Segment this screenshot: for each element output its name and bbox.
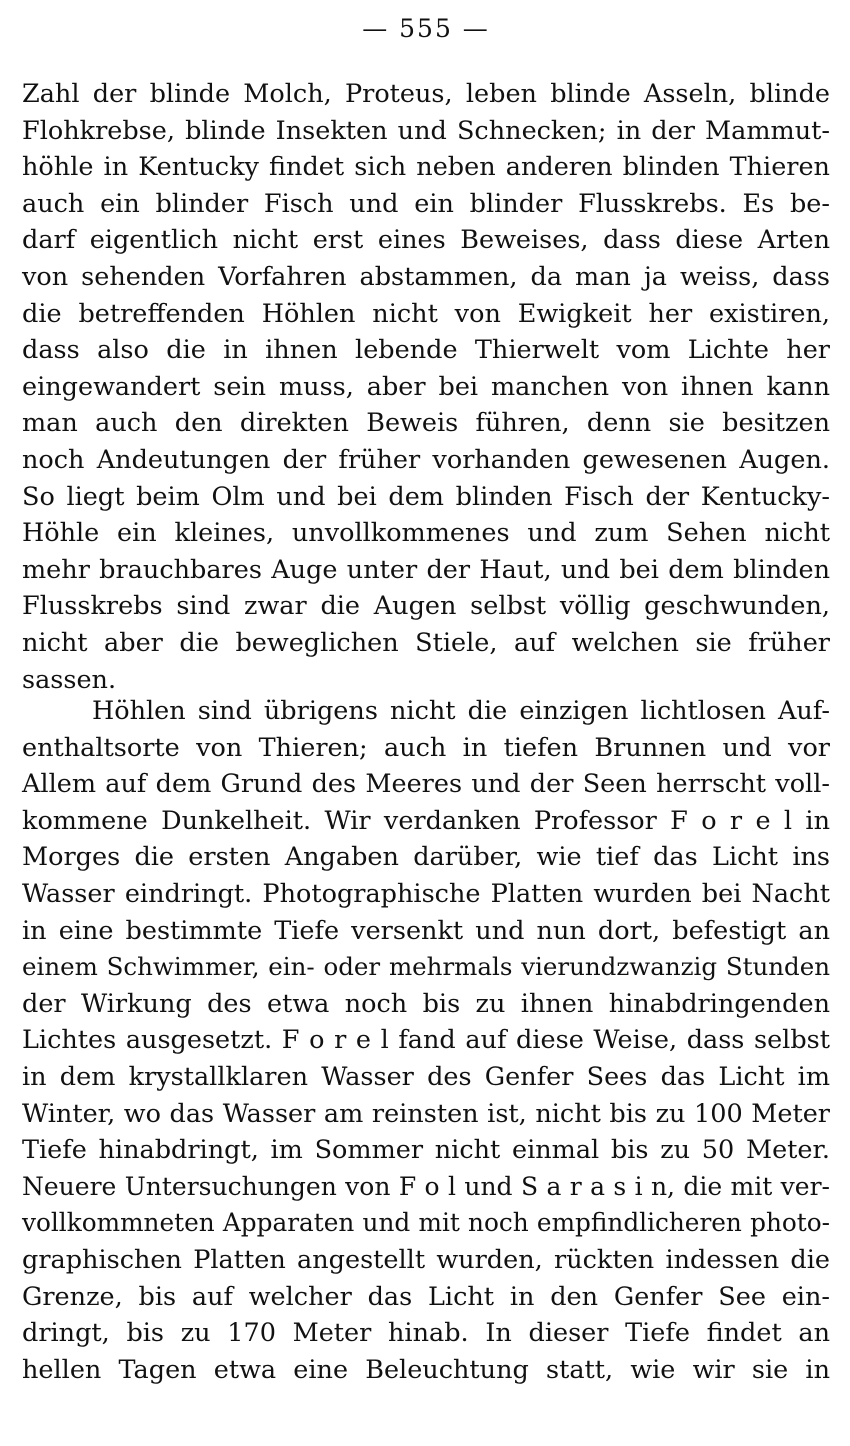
text-line: noch Andeutungen der früher vorhanden gewesenen Augen. [22,444,830,475]
text-line: von sehenden Vorfahren abstammen, da man ja weiss, dass [22,261,830,292]
book-page [22,0,830,1446]
text-line: enthaltsorte von Thieren; auch in tiefen Brunnen und vor [22,732,830,763]
text-line: Tiefe hinabdringt, im Sommer nicht einmal bis zu 50 Meter. [22,1135,830,1166]
paragraph [22,693,830,1388]
text-line: vollkommneten Apparaten und mit noch empfindlicheren photo- [22,1208,830,1238]
text-line: Höhle ein kleines, unvollkommenes und zum Sehen nicht [22,518,830,549]
text-line: nicht aber die beweglichen Stiele, auf welchen sie früher [22,627,830,658]
text-line: So liegt beim Olm und bei dem blinden Fisch der Kentucky- [22,481,830,512]
text-line: auch ein blinder Fisch und ein blinder Flusskrebs. Es be- [22,188,830,219]
text-line: Winter, wo das Wasser am reinsten ist, nicht bis zu 100 Meter [22,1098,830,1129]
text-line: höhle in Kentucky findet sich neben anderen blinden Thieren [22,152,830,183]
text-line: einem Schwimmer, ein- oder mehrmals vierundzwanzig Stunden [22,952,830,982]
text-line: in eine bestimmte Tiefe versenkt und nun dort, befestigt an [22,915,830,946]
text-line: Morges die ersten Angaben darüber, wie tief das Licht ins [22,842,830,873]
text-line: Flusskrebs sind zwar die Augen selbst völlig geschwunden, [22,591,830,622]
text-line: sassen. [22,664,117,695]
text-line: darf eigentlich nicht erst eines Beweises, dass diese Arten [22,225,830,256]
text-line: in dem krystallklaren Wasser des Genfer Sees das Licht im [22,1061,830,1092]
text-line: Wasser eindringt. Photographische Platten wurden bei Nacht [22,878,830,909]
text-line: hellen Tagen etwa eine Beleuchtung statt, wie wir sie in [22,1354,830,1385]
page-number: — 555 — [362,14,490,43]
text-line: Neuere Untersuchungen von F o l und S a r a s i n, die mit ver- [22,1171,830,1201]
text-line: man auch den direkten Beweis führen, denn sie besitzen [22,408,830,439]
text-line: die betreffenden Höhlen nicht von Ewigkeit her existiren, [22,298,830,329]
text-line: Flohkrebse, blinde Insekten und Schnecken; in der Mammut- [22,115,830,146]
text-line: der Wirkung des etwa noch bis zu ihnen hinabdringenden [22,988,830,1019]
text-line: dass also die in ihnen lebende Thierwelt vom Lichte her [22,335,830,366]
text-line: Zahl der blinde Molch, Proteus, leben blinde Asseln, blinde [22,79,830,109]
text-line: eingewandert sein muss, aber bei manchen von ihnen kann [22,371,830,402]
text-line: Höhlen sind übrigens nicht die einzigen lichtlosen Auf- [92,696,830,726]
text-line: Lichtes ausgesetzt. F o r e l fand auf diese Weise, dass selbst [22,1025,830,1056]
text-line: Allem auf dem Grund des Meeres und der Seen herrscht voll- [22,769,830,800]
paragraph [22,76,830,698]
text-line: Grenze, bis auf welcher das Licht in den Genfer See ein- [22,1281,830,1312]
text-line: dringt, bis zu 170 Meter hinab. In dieser Tiefe findet an [22,1318,830,1349]
text-line: graphischen Platten angestellt wurden, rückten indessen die [22,1244,830,1275]
text-line: mehr brauchbares Auge unter der Haut, und bei dem blinden [22,554,830,585]
text-line: kommene Dunkelheit. Wir verdanken Professor F o r e l in [22,805,830,836]
